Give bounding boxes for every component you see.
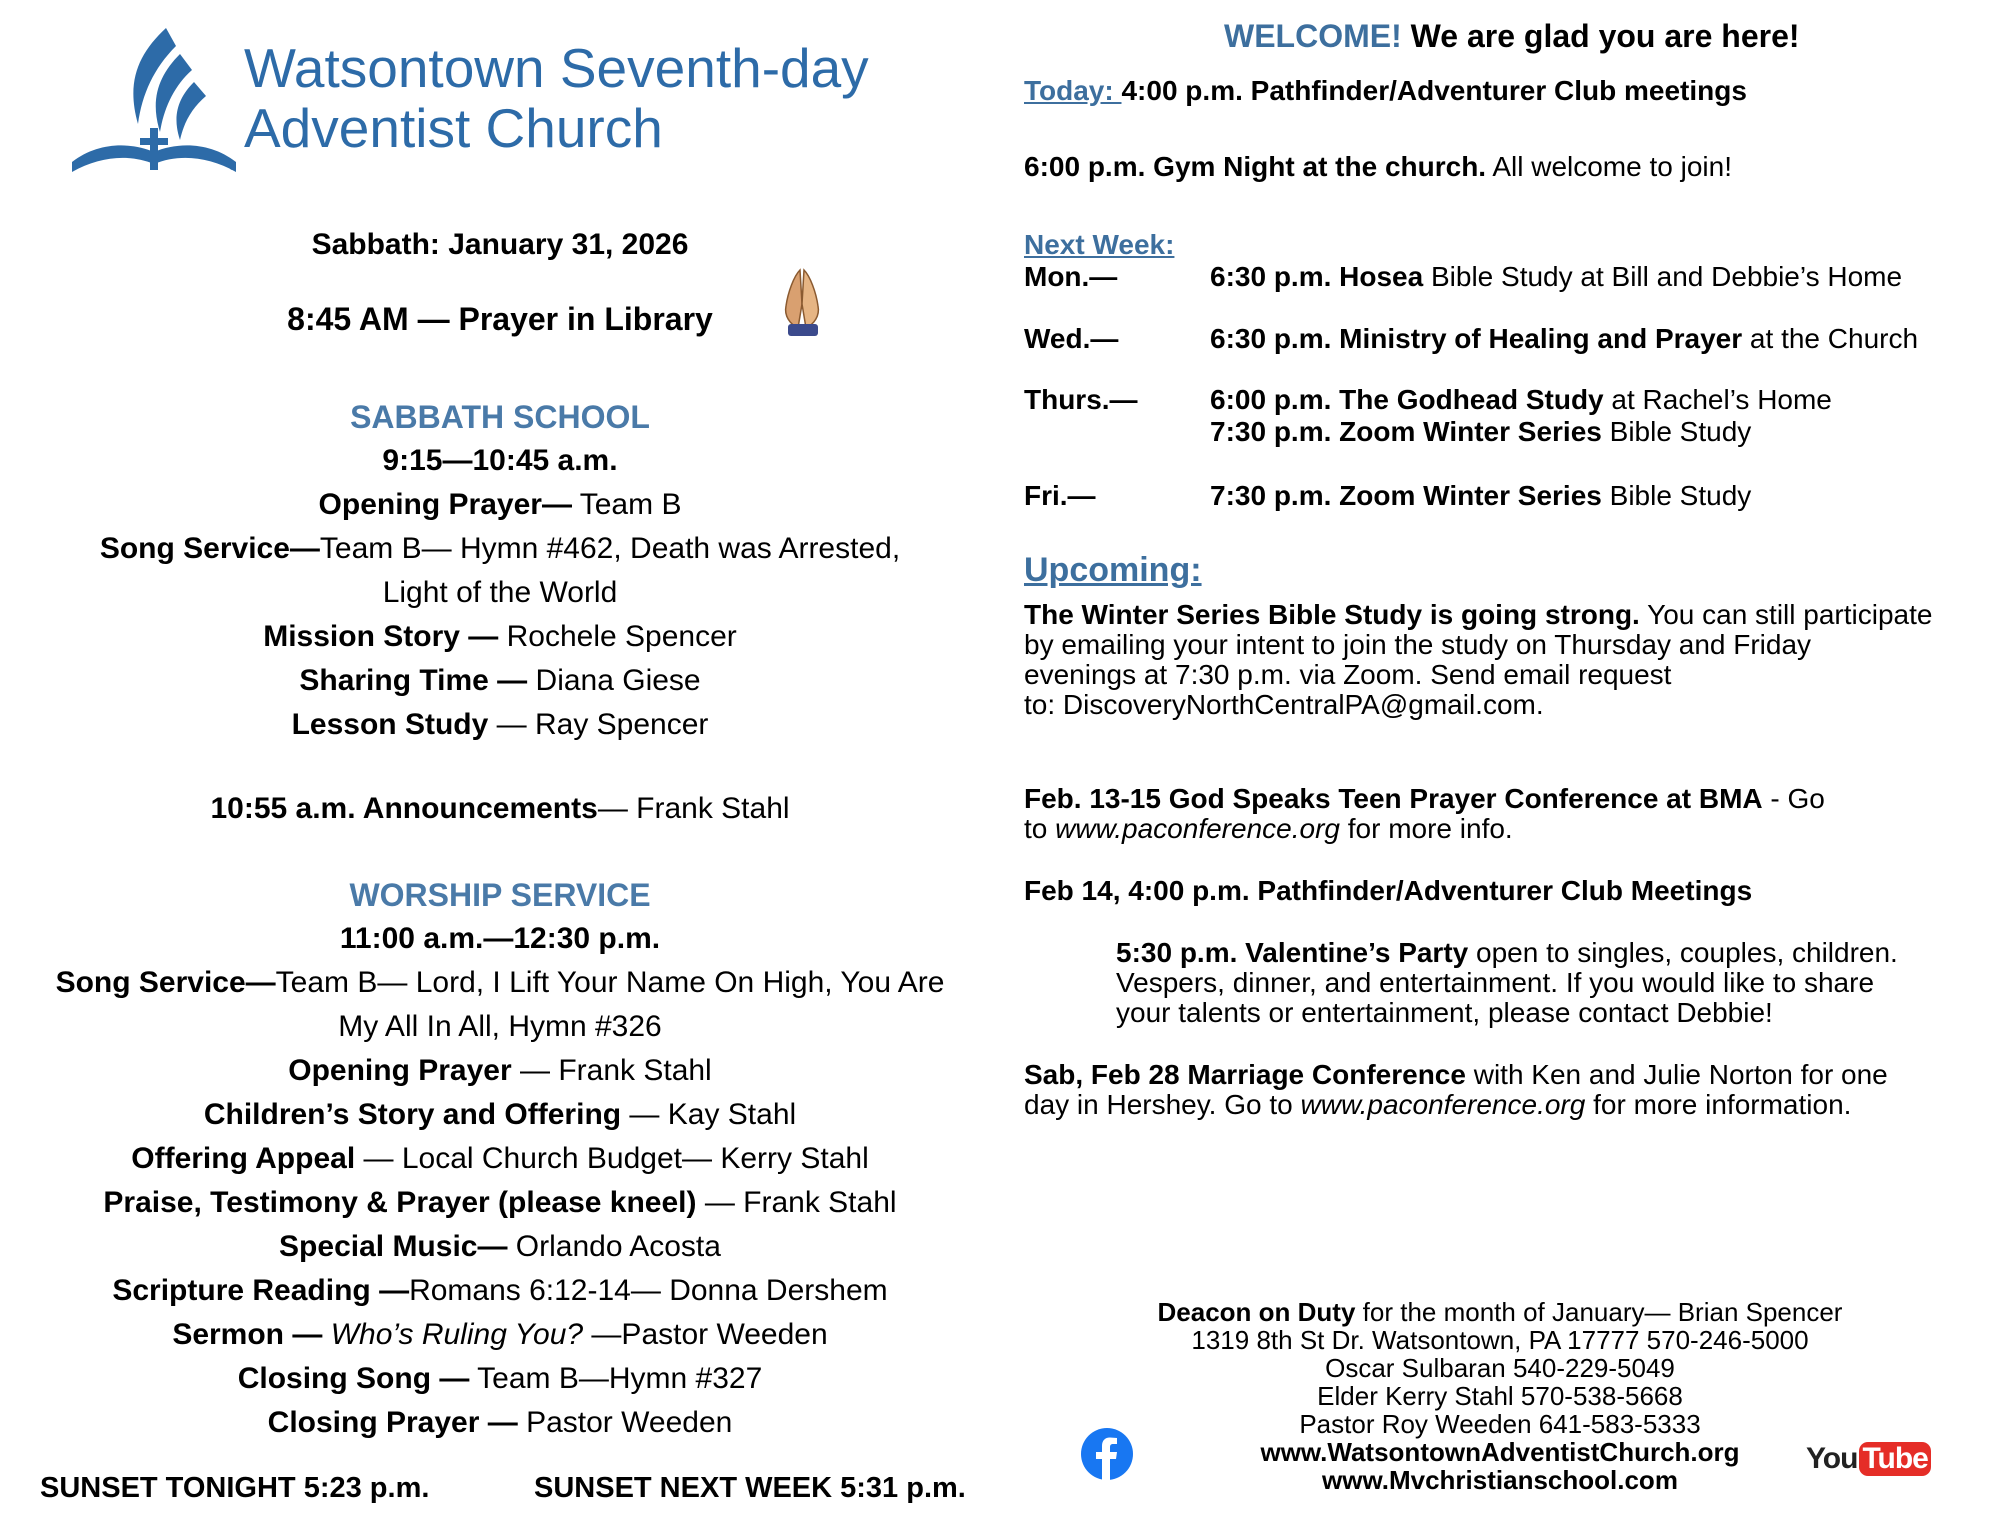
worship-service-time: 11:00 a.m.—12:30 p.m. — [339, 922, 661, 955]
schedule-day: Fri.— — [1024, 480, 1096, 511]
contact-oscar: Oscar Sulbaran 540-229-5049 — [1325, 1353, 1675, 1383]
welcome-heading: WELCOME! We are glad you are here! — [1224, 18, 1800, 54]
church-address: 1319 8th St Dr. Watsontown, PA 17777 570-246-5000 — [1191, 1325, 1809, 1355]
praying-hands-icon — [774, 266, 830, 338]
program-item: Lesson Study — Ray Spencer — [291, 708, 709, 741]
upcoming-label: Upcoming: — [1024, 551, 1202, 589]
today-events: Today: 4:00 p.m. Pathfinder/Adventurer Club meetings — [1024, 75, 1747, 106]
program-item: Children’s Story and Offering — Kay Stahl — [203, 1098, 797, 1131]
schedule-day: Mon.— — [1024, 261, 1118, 292]
deacon-on-duty: Deacon on Duty for the month of January— Brian Spencer — [1157, 1297, 1843, 1327]
conference-link[interactable]: www.paconference.org — [1300, 1089, 1586, 1120]
church-website-link[interactable]: www.WatsontownAdventistChurch.org — [1260, 1437, 1740, 1467]
program-item: Song Service—Team B— Hymn #462, Death was Arrested, — [99, 532, 901, 565]
conference-link[interactable]: www.paconference.org — [1055, 813, 1340, 844]
youtube-text-you: You — [1806, 1442, 1858, 1475]
next-week-label: Next Week: — [1024, 229, 1175, 260]
contact-pastor: Pastor Roy Weeden 641-583-5333 — [1299, 1409, 1701, 1439]
program-item: Closing Prayer — Pastor Weeden — [267, 1406, 733, 1439]
schedule-event: 7:30 p.m. Zoom Winter Series Bible Study — [1210, 416, 1752, 447]
club-meetings-feb14: Feb 14, 4:00 p.m. Pathfinder/Adventurer Club Meetings — [1024, 875, 1753, 906]
church-name — [244, 38, 869, 158]
schedule-event: 7:30 p.m. Zoom Winter Series Bible Study — [1210, 480, 1752, 511]
teen-prayer-conference: Feb. 13-15 God Speaks Teen Prayer Conference at BMA - Go to www.paconference.org for more info. — [1024, 783, 1825, 844]
program-item: Light of the World — [382, 576, 618, 609]
facebook-icon[interactable] — [1081, 1428, 1133, 1480]
schedule-event: 6:30 p.m. Ministry of Healing and Prayer at the Church — [1210, 323, 1919, 354]
worship-service-title: WORSHIP SERVICE — [349, 877, 651, 913]
gym-night: 6:00 p.m. Gym Night at the church. All welcome to join! — [1024, 151, 1732, 182]
program-item: Sharing Time — Diana Giese — [299, 664, 701, 697]
contact-elder: Elder Kerry Stahl 570-538-5668 — [1317, 1381, 1683, 1411]
program-item: Offering Appeal — Local Church Budget— Kerry Stahl — [131, 1142, 869, 1175]
school-website-link[interactable]: www.Mvchristianschool.com — [1322, 1465, 1678, 1495]
program-item: Opening Prayer — Frank Stahl — [288, 1054, 712, 1087]
announcements: 10:55 a.m. Announcements— Frank Stahl — [210, 792, 790, 825]
sunset-next-week: SUNSET NEXT WEEK 5:31 p.m. — [534, 1472, 966, 1504]
youtube-icon[interactable] — [1806, 1436, 1928, 1482]
winter-series-notice: The Winter Series Bible Study is going strong. You can still participate by emailing your intent to join the study on Thursday and Friday evenings at 7:30 p.m. via Zoom. Send email request to: DiscoveryNorthCentralPA@gmail.com. — [1024, 599, 1933, 720]
prayer-time: 8:45 AM — Prayer in Library — [287, 301, 713, 337]
program-item: Closing Song — Team B—Hymn #327 — [237, 1362, 763, 1395]
program-item: My All In All, Hymn #326 — [338, 1010, 662, 1043]
program-item: Opening Prayer— Team B — [318, 488, 682, 521]
church-name-line1: Watsontown Seventh-day — [244, 37, 869, 99]
sermon: Sermon — Who’s Ruling You? —Pastor Weeden — [172, 1318, 828, 1351]
marriage-conference: Sab, Feb 28 Marriage Conference with Ken and Julie Norton for one day in Hershey. Go to www.paconference.org for more information. — [1024, 1059, 1888, 1120]
adventist-logo-icon — [68, 24, 240, 174]
program-item: Scripture Reading —Romans 6:12-14— Donna Dershem — [112, 1274, 888, 1307]
sabbath-school-title: SABBATH SCHOOL — [350, 399, 650, 435]
church-name-line2: Adventist Church — [244, 97, 663, 159]
schedule-event: 6:30 p.m. Hosea Bible Study at Bill and Debbie’s Home — [1210, 261, 1903, 292]
schedule-event: 6:00 p.m. The Godhead Study at Rachel’s Home — [1210, 384, 1832, 415]
sabbath-date: Sabbath: January 31, 2026 — [311, 228, 689, 261]
sunset-tonight: SUNSET TONIGHT 5:23 p.m. — [40, 1472, 430, 1504]
schedule-day: Wed.— — [1024, 323, 1119, 354]
program-item: Song Service—Team B— Lord, I Lift Your Name On High, You Are — [55, 966, 945, 999]
program-item: Special Music— Orlando Acosta — [279, 1230, 721, 1263]
program-item: Praise, Testimony & Prayer (please kneel) — Frank Stahl — [103, 1186, 897, 1219]
valentines-party: 5:30 p.m. Valentine’s Party open to singles, couples, children. Vespers, dinner, and entertainment. If you would like to share your talents or entertainment, please contact Debbie! — [1116, 937, 1898, 1028]
youtube-text-tube: Tube — [1859, 1442, 1930, 1476]
sabbath-school-time: 9:15—10:45 a.m. — [382, 444, 618, 477]
schedule-day: Thurs.— — [1024, 384, 1138, 415]
program-item: Mission Story — Rochele Spencer — [263, 620, 737, 653]
svg-text:®: ® — [228, 163, 237, 173]
